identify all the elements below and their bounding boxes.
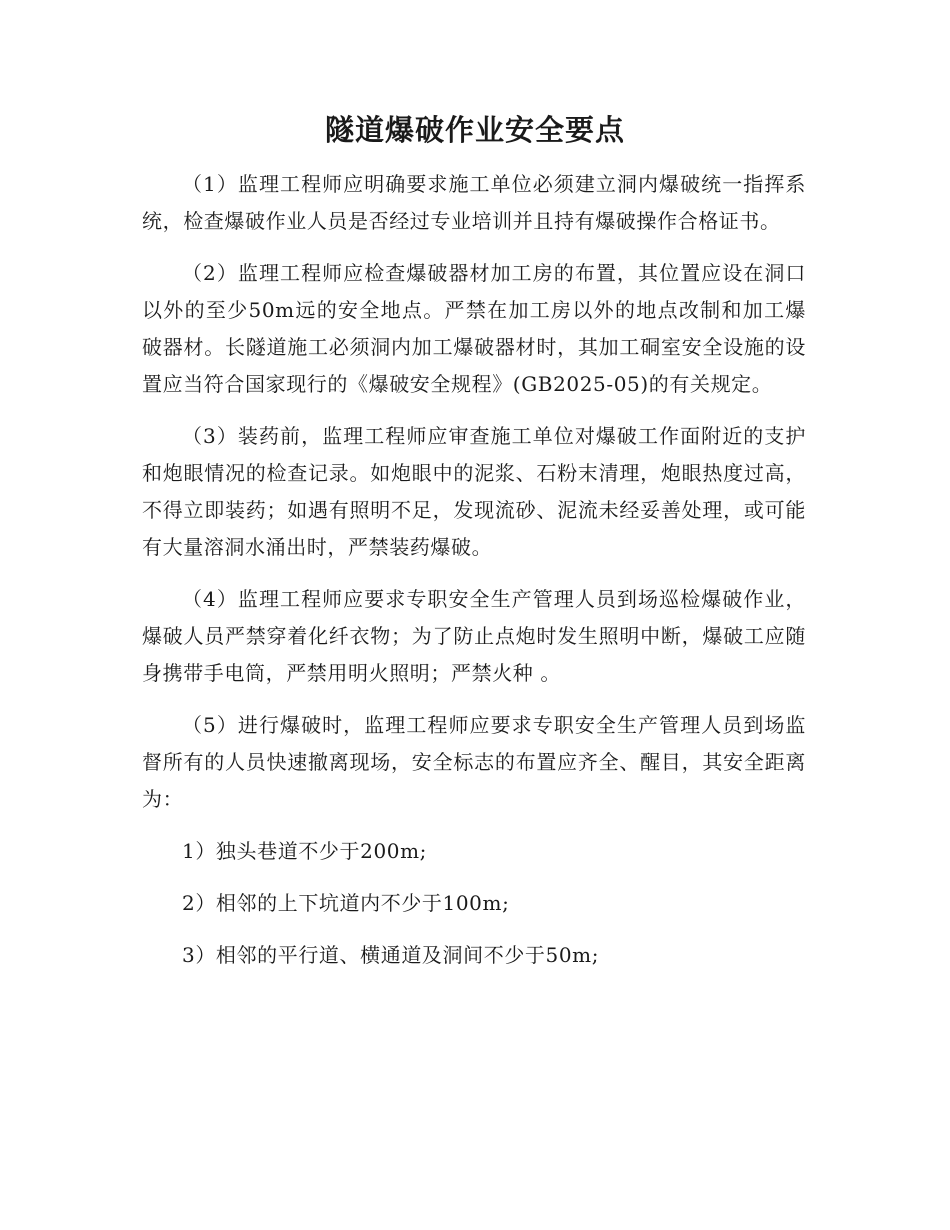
paragraph-1: （1）监理工程师应明确要求施工单位必须建立洞内爆破统一指挥系统，检查爆破作业人员是否经过专业培训并且持有爆破操作合格证书。 xyxy=(142,172,806,233)
paragraph-2: （2）监理工程师应检查爆破器材加工房的布置，其位置应设在洞口以外的至少50m远的安全地点。严禁在加工房以外的地点改制和加工爆破器材。长隧道施工必须洞内加工爆破器材时，其加工硐室安全设施的设置应当符合国家现行的《爆破安全规程》(GB2025-05)的有关规定。 xyxy=(142,261,806,396)
paragraph-3: （3）装药前，监理工程师应审查施工单位对爆破工作面附近的支护和炮眼情况的检查记录。如炮眼中的泥浆、石粉末清理，炮眼热度过高，不得立即装药；如遇有照明不足，发现流砂、泥流未经妥善处理，或可能有大量溶洞水涌出时，严禁装药爆破。 xyxy=(142,424,806,559)
paragraph-5: （5）进行爆破时，监理工程师应要求专职安全生产管理人员到场监督所有的人员快速撤离现场，安全标志的布置应齐全、醒目，其安全距离为： xyxy=(142,713,806,811)
paragraph-4: （4）监理工程师应要求专职安全生产管理人员到场巡检爆破作业，爆破人员严禁穿着化纤衣物；为了防止点炮时发生照明中断，爆破工应随身携带手电筒，严禁用明火照明；严禁火种 。 xyxy=(142,587,806,685)
list-item-2: 2）相邻的上下坑道内不少于100m; xyxy=(182,891,510,915)
list-item-3: 3）相邻的平行道、横通道及洞间不少于50m; xyxy=(182,943,600,967)
document-body xyxy=(142,166,806,989)
list-item-1: 1）独头巷道不少于200m; xyxy=(182,839,428,863)
document-title: 隧道爆破作业安全要点 xyxy=(324,113,625,147)
